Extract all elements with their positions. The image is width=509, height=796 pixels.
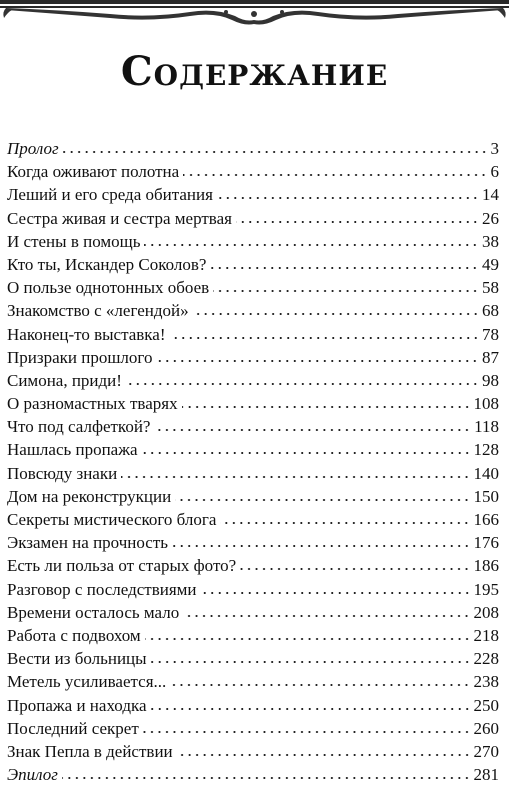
toc-entry-title: Повсюду знаки xyxy=(7,463,118,483)
toc-entry-page: 6 xyxy=(490,162,499,182)
toc-entry-page: 208 xyxy=(473,602,499,622)
toc-entry[interactable] xyxy=(7,647,499,670)
dot-leader xyxy=(170,336,480,340)
toc-entry[interactable] xyxy=(7,137,499,160)
toc-entry-page: 26 xyxy=(482,208,499,228)
dot-leader xyxy=(156,359,479,363)
dot-leader xyxy=(213,289,479,293)
toc-entry-page: 58 xyxy=(482,278,499,298)
toc-entry[interactable] xyxy=(7,740,499,763)
toc-entry[interactable] xyxy=(7,299,499,322)
toc-entry[interactable] xyxy=(7,694,499,717)
dot-leader xyxy=(183,614,470,618)
dot-leader xyxy=(62,776,471,780)
toc-entry-title: Есть ли польза от старых фото? xyxy=(7,556,237,576)
toc-entry-page: 118 xyxy=(474,417,499,437)
toc-entry-page: 140 xyxy=(473,463,499,483)
dot-leader xyxy=(63,150,488,154)
toc-entry-title: Сестра живая и сестра мертвая xyxy=(7,208,232,228)
dot-leader xyxy=(240,567,470,571)
toc-entry[interactable] xyxy=(7,207,499,230)
toc-entry[interactable] xyxy=(7,253,499,276)
toc-entry-title: Наконец-то выставка! xyxy=(7,324,166,344)
toc-entry-title: Пропажа и находка xyxy=(7,695,147,715)
toc-entry-title: Нашлась пропажа xyxy=(7,440,138,460)
toc-entry[interactable] xyxy=(7,601,499,624)
dot-leader xyxy=(145,637,471,641)
table-of-contents xyxy=(7,137,499,786)
toc-entry-title: Леший и его среда обитания xyxy=(7,185,213,205)
toc-entry-page: 128 xyxy=(473,440,499,460)
toc-entry-title: И стены в помощь xyxy=(7,231,141,251)
toc-entry-page: 228 xyxy=(473,649,499,669)
toc-entry[interactable] xyxy=(7,717,499,740)
toc-entry-title: Экзамен на прочность xyxy=(7,533,169,553)
toc-entry-title: Секреты мистического блога xyxy=(7,510,217,529)
toc-entry-page: 150 xyxy=(473,486,499,506)
header-ornament xyxy=(0,0,509,26)
toc-entry-page: 68 xyxy=(482,301,499,321)
page-title: Содержание xyxy=(120,48,389,95)
dot-leader xyxy=(182,405,471,409)
toc-entry[interactable] xyxy=(7,323,499,346)
dot-leader xyxy=(151,660,471,664)
dot-leader xyxy=(121,475,470,479)
toc-entry-page: 186 xyxy=(473,556,499,576)
dot-leader xyxy=(210,266,479,270)
toc-entry-title: Времени осталось мало xyxy=(7,602,180,622)
dot-leader xyxy=(217,196,479,200)
dot-leader xyxy=(151,707,471,711)
toc-entry-title: Работа с подвохом xyxy=(7,625,141,645)
dot-leader xyxy=(172,544,470,548)
dot-leader xyxy=(183,173,487,177)
toc-entry[interactable] xyxy=(7,276,499,299)
toc-entry[interactable] xyxy=(7,624,499,647)
dot-leader xyxy=(175,498,470,502)
toc-entry[interactable] xyxy=(7,578,499,601)
toc-entry-page: 108 xyxy=(473,394,499,414)
toc-entry[interactable] xyxy=(7,183,499,206)
toc-entry-title: О пользе однотонных обоев xyxy=(7,278,210,298)
dot-leader xyxy=(193,312,479,316)
toc-entry[interactable] xyxy=(7,369,499,392)
toc-entry[interactable] xyxy=(7,462,499,485)
dot-leader xyxy=(170,683,470,687)
toc-entry-title: Разговор с последствиями xyxy=(7,579,197,599)
toc-entry[interactable] xyxy=(7,160,499,183)
toc-entry[interactable] xyxy=(7,508,499,531)
toc-entry-title: О разномастных тварях xyxy=(7,394,178,414)
toc-entry-title: Пролог xyxy=(7,139,59,158)
toc-entry-page: 176 xyxy=(473,533,499,553)
toc-entry-page: 260 xyxy=(473,718,499,738)
dot-leader xyxy=(236,220,479,224)
toc-entry-title: Когда оживают полотна xyxy=(7,162,180,182)
toc-entry-title: Призраки прошлого xyxy=(7,347,153,367)
toc-entry[interactable] xyxy=(7,554,499,577)
dot-leader xyxy=(154,428,471,432)
dot-leader xyxy=(143,730,471,734)
toc-entry-page: 3 xyxy=(490,139,499,158)
toc-entry-page: 281 xyxy=(473,765,499,785)
toc-entry-title: Последний секрет xyxy=(7,718,139,738)
toc-entry-title: Вести из больницы xyxy=(7,649,147,669)
toc-entry-title: Дом на реконструкции xyxy=(7,486,172,506)
toc-entry[interactable] xyxy=(7,438,499,461)
toc-entry-title: Кто ты, Искандер Соколов? xyxy=(7,254,207,274)
toc-entry-page: 270 xyxy=(473,741,499,761)
toc-entry-page: 98 xyxy=(482,370,499,390)
toc-entry-page: 166 xyxy=(473,510,499,529)
dot-leader xyxy=(220,521,470,525)
dot-leader xyxy=(177,753,471,757)
toc-entry-page: 14 xyxy=(482,185,499,205)
toc-entry-title: Знакомство с «легендой» xyxy=(7,301,189,321)
toc-entry-page: 87 xyxy=(482,347,499,367)
toc-entry-title: Эпилог xyxy=(7,765,58,785)
toc-entry-page: 49 xyxy=(482,254,499,274)
toc-entry-title: Что под салфеткой? xyxy=(7,417,151,437)
toc-entry-title: Симона, приди! xyxy=(7,370,122,390)
toc-entry[interactable] xyxy=(7,346,499,369)
dot-leader xyxy=(201,591,471,595)
dot-leader xyxy=(126,382,479,386)
toc-entry[interactable] xyxy=(7,230,499,253)
toc-entry-title: Метель усиливается... xyxy=(7,672,167,692)
toc-entry-page: 238 xyxy=(473,672,499,692)
toc-entry-page: 250 xyxy=(473,695,499,715)
toc-entry-page: 38 xyxy=(482,231,499,251)
dot-leader xyxy=(142,451,471,455)
dot-leader xyxy=(144,243,479,247)
toc-entry-title: Знак Пепла в действии xyxy=(7,741,173,761)
toc-entry-page: 218 xyxy=(473,625,499,645)
toc-entry-page: 195 xyxy=(473,579,499,599)
toc-entry-page: 78 xyxy=(482,324,499,344)
toc-entry[interactable] xyxy=(7,415,499,438)
toc-entry[interactable] xyxy=(7,670,499,693)
toc-entry[interactable] xyxy=(7,763,499,786)
toc-entry[interactable] xyxy=(7,485,499,508)
toc-entry[interactable] xyxy=(7,392,499,415)
toc-entry[interactable] xyxy=(7,531,499,554)
